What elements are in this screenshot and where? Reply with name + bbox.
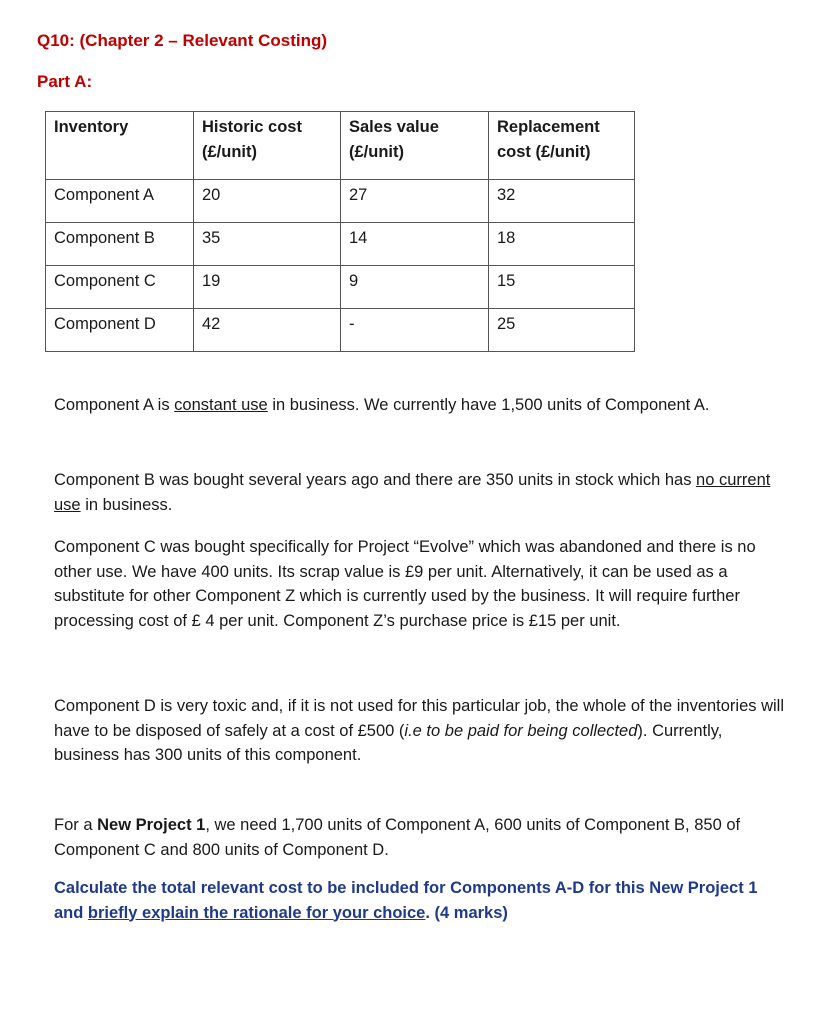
header-inventory: Inventory	[46, 112, 194, 180]
component-name: Component B	[46, 223, 194, 266]
sales-value-cell: 27	[341, 180, 489, 223]
sales-value-cell: -	[341, 309, 489, 352]
replacement-cost-cell: 25	[489, 309, 635, 352]
sales-value-cell: 14	[341, 223, 489, 266]
question-prompt: Calculate the total relevant cost to be included for Components A-D for this New Project 1 and briefly explain the rationale for your choice. (4 marks)	[54, 879, 758, 922]
header-sales-value: Sales value (£/unit)	[341, 112, 489, 180]
historic-cost-cell: 19	[194, 266, 341, 309]
component-d-paragraph: Component D is very toxic and, if it is not used for this particular job, the whole of the inventories will have to be disposed of safely at a cost of £500 (i.e to be paid for being collected). Currently, business has 300 units of this component.	[54, 697, 785, 764]
header-replacement-cost: Replacement cost (£/unit)	[489, 112, 635, 180]
sales-value-cell: 9	[341, 266, 489, 309]
historic-cost-cell: 35	[194, 223, 341, 266]
question-title: Q10: (Chapter 2 – Relevant Costing)	[37, 31, 328, 50]
component-b-paragraph: Component B was bought several years ago and there are 350 units in stock which has no current use in business.	[54, 471, 771, 514]
component-name: Component A	[46, 180, 194, 223]
table-row	[46, 223, 635, 266]
replacement-cost-cell: 32	[489, 180, 635, 223]
table-row	[46, 266, 635, 309]
part-label: Part A:	[37, 72, 93, 91]
inventory-table	[45, 111, 635, 352]
table-row	[46, 180, 635, 223]
component-c-paragraph: Component C was bought specifically for Project “Evolve” which was abandoned and there is no other use. We have 400 units. Its scrap value is £9 per unit. Alternatively, it can be used as a substitute for other Component Z which is currently used by the business. It will require further processing cost of £ 4 per unit. Component Z’s purchase price is £15 per unit.	[54, 538, 756, 630]
new-project-paragraph: For a New Project 1, we need 1,700 units of Component A, 600 units of Component B, 850 of Component C and 800 units of Component D.	[54, 816, 741, 859]
historic-cost-cell: 42	[194, 309, 341, 352]
table-header-row	[46, 112, 635, 180]
replacement-cost-cell: 18	[489, 223, 635, 266]
replacement-cost-cell: 15	[489, 266, 635, 309]
component-a-paragraph: Component A is constant use in business. We currently have 1,500 units of Component A.	[54, 396, 710, 414]
historic-cost-cell: 20	[194, 180, 341, 223]
component-name: Component D	[46, 309, 194, 352]
component-name: Component C	[46, 266, 194, 309]
table-row	[46, 309, 635, 352]
header-historic-cost: Historic cost (£/unit)	[194, 112, 341, 180]
